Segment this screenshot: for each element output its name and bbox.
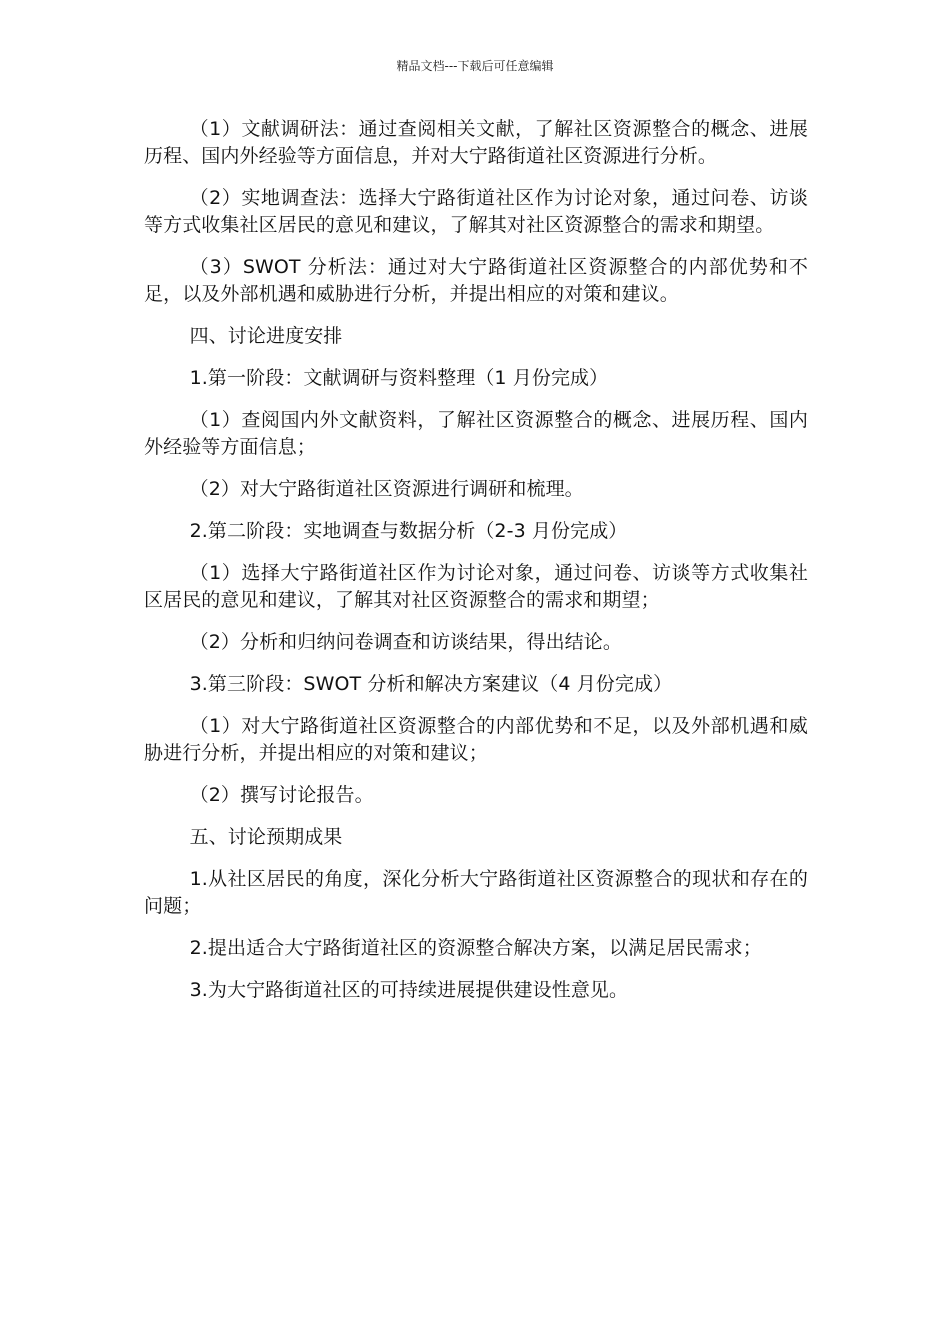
stage-2-heading: 2.第二阶段：实地调查与数据分析（2-3 月份完成） bbox=[189, 520, 628, 542]
section-heading-outcomes: 五、讨论预期成果 bbox=[189, 826, 343, 848]
stage-1-item-2: （2）对大宁路街道社区资源进行调研和梳理。 bbox=[189, 478, 584, 500]
outcome-item-1: 1.从社区居民的角度，深化分析大宁路街道社区资源整合的现状和存在的问题； bbox=[144, 868, 808, 917]
outcome-item-3: 3.为大宁路街道社区的可持续进展提供建设性意见。 bbox=[189, 979, 629, 1001]
outcome-item-2: 2.提出适合大宁路街道社区的资源整合解决方案，以满足居民需求； bbox=[189, 937, 762, 959]
stage-3-heading: 3.第三阶段：SWOT 分析和解决方案建议（4 月份完成） bbox=[189, 673, 673, 695]
stage-3-item-2: （2）撰写讨论报告。 bbox=[189, 784, 374, 806]
section-heading-schedule: 四、讨论进度安排 bbox=[189, 325, 343, 347]
page-header: 精品文档---下载后可任意编辑 bbox=[396, 59, 554, 73]
method-field-survey-paragraph: （2）实地调查法：选择大宁路街道社区作为讨论对象，通过问卷、访谈等方式收集社区居民的意见和建议，了解其对社区资源整合的需求和期望。 bbox=[144, 187, 808, 236]
method-swot-paragraph: （3）SWOT 分析法：通过对大宁路街道社区资源整合的内部优势和不足，以及外部机遇和威胁进行分析，并提出相应的对策和建议。 bbox=[144, 256, 808, 305]
method-literature-paragraph: （1）文献调研法：通过查阅相关文献，了解社区资源整合的概念、进展历程、国内外经验等方面信息，并对大宁路街道社区资源进行分析。 bbox=[144, 118, 808, 167]
stage-1-item-1: （1）查阅国内外文献资料，了解社区资源整合的概念、进展历程、国内外经验等方面信息； bbox=[144, 409, 808, 458]
stage-2-item-2: （2）分析和归纳问卷调查和访谈结果，得出结论。 bbox=[189, 631, 622, 653]
stage-1-heading: 1.第一阶段：文献调研与资料整理（1 月份完成） bbox=[189, 367, 609, 389]
document-body bbox=[144, 116, 808, 1019]
stage-2-item-1: （1）选择大宁路街道社区作为讨论对象，通过问卷、访谈等方式收集社区居民的意见和建议，了解其对社区资源整合的需求和期望； bbox=[144, 562, 808, 611]
stage-3-item-1: （1）对大宁路街道社区资源整合的内部优势和不足，以及外部机遇和威胁进行分析，并提出相应的对策和建议； bbox=[144, 715, 808, 764]
